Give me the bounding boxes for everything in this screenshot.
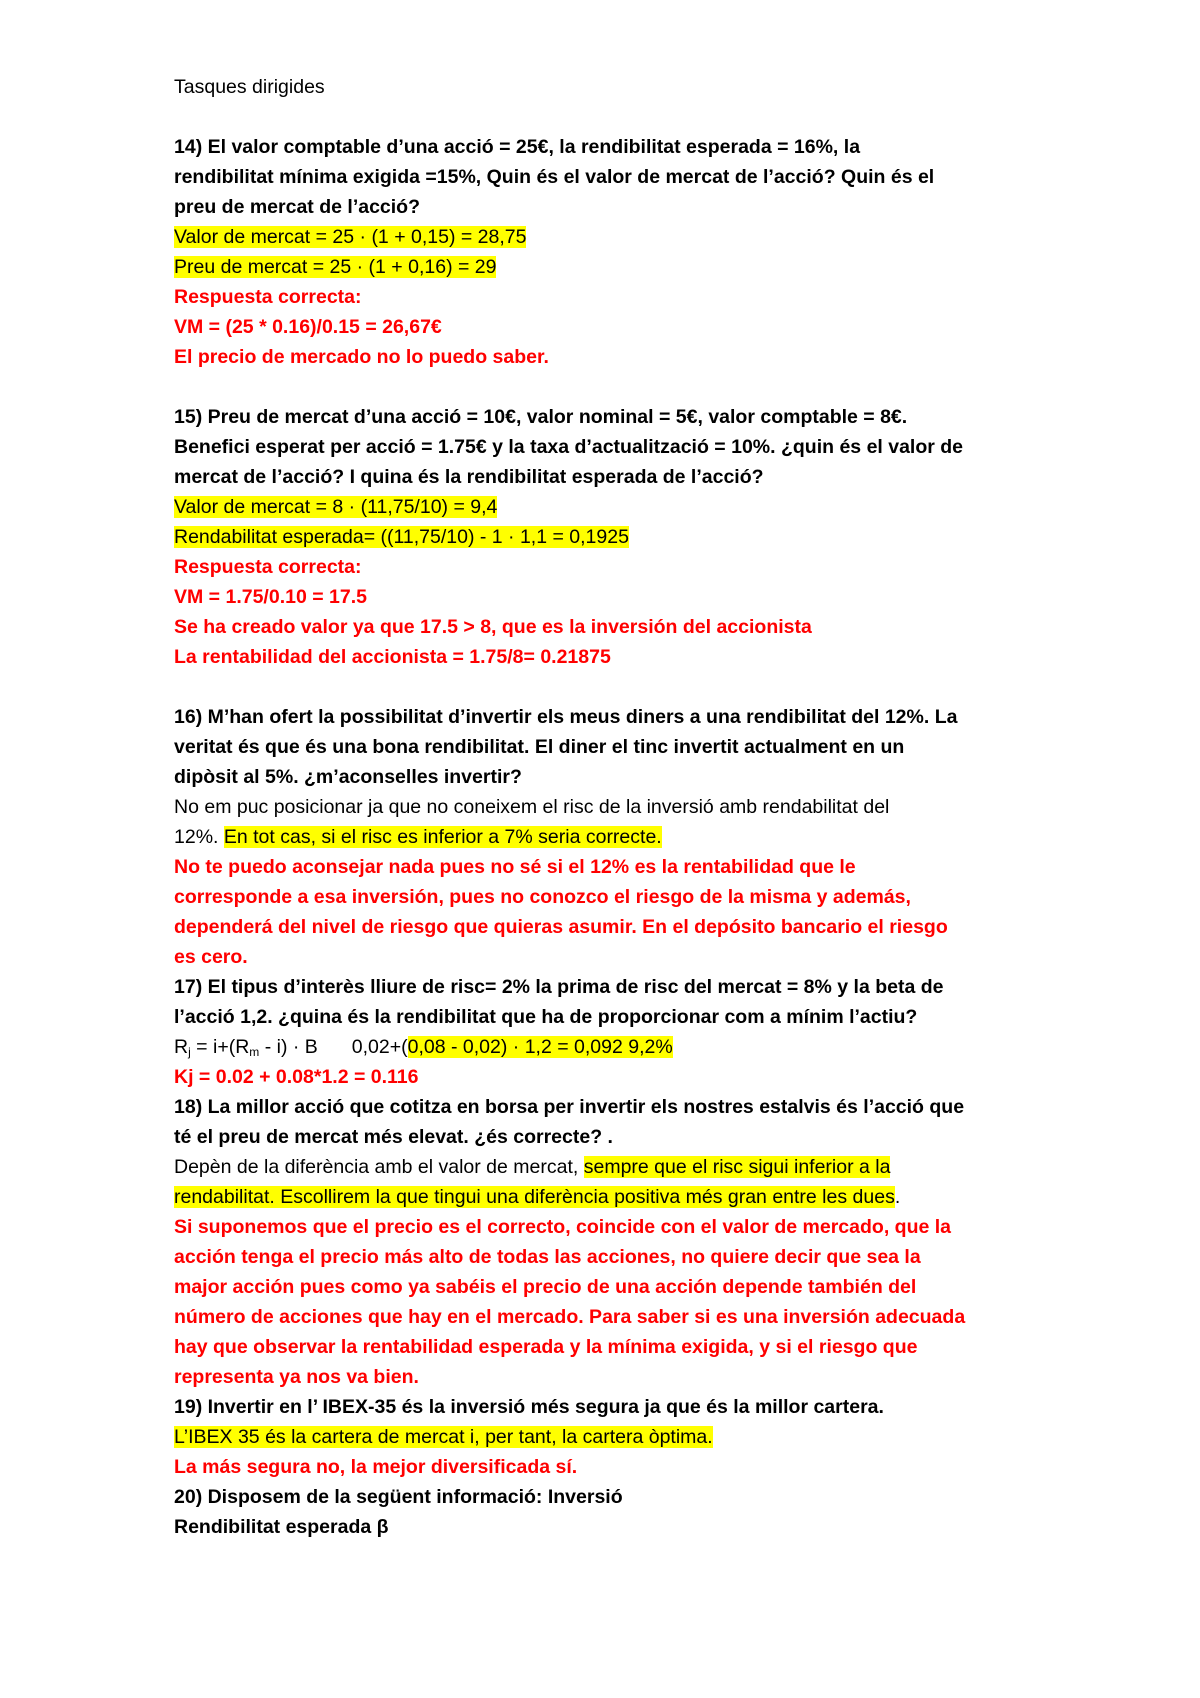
question-text: 17) El tipus d’interès lliure de risc= 2% la prima de risc del mercat = 8% y la beta de xyxy=(174,976,944,998)
formula-end: - i) · B xyxy=(259,1036,318,1058)
correction-text: VM = (25 * 0.16)/0.15 = 26,67€ xyxy=(174,316,442,338)
question-text: 19) Invertir en l’ IBEX-35 és la inversió més segura ja que és la millor cartera. xyxy=(174,1396,884,1418)
correction-text: Respuesta correcta: xyxy=(174,286,362,308)
correction-text: Kj = 0.02 + 0.08*1.2 = 0.116 xyxy=(174,1066,419,1088)
question-text: 14) El valor comptable d’una acció = 25€, la rendibilitat esperada = 16%, la xyxy=(174,136,861,158)
question-text: veritat és que és una bona rendibilitat. El diner el tinc invertit actualment en un xyxy=(174,736,905,758)
answer-plain: Depèn de la diferència amb el valor de mercat, xyxy=(174,1156,584,1178)
page-title: Tasques dirigides xyxy=(174,76,325,98)
correction-text: número de acciones que hay en el mercado. Para saber si es una inversión adecuada xyxy=(174,1306,966,1328)
correction-text: major acción pues como ya sabéis el precio de una acción depende también del xyxy=(174,1276,917,1298)
answer-plain: 12%. xyxy=(174,826,224,848)
question-text: Benefici esperat per acció = 1.75€ y la taxa d’actualització = 10%. ¿quin és el valor de xyxy=(174,436,964,458)
correction-text: No te puedo aconsejar nada pues no sé si el 12% es la rentabilidad que le xyxy=(174,856,856,878)
formula-subscript-j: j xyxy=(188,1045,191,1059)
correction-text: representa ya nos va bien. xyxy=(174,1366,419,1388)
highlighted-answer: 0,08 - 0,02) · 1,2 = 0,092 9,2% xyxy=(407,1036,673,1058)
correction-text: corresponde a esa inversión, pues no conozco el riesgo de la misma y además, xyxy=(174,886,911,908)
correction-text: El precio de mercado no lo puedo saber. xyxy=(174,346,549,368)
question-text: 18) La millor acció que cotitza en borsa per invertir els nostres estalvis és l’acció que xyxy=(174,1096,965,1118)
formula-mid: = i+(R xyxy=(190,1036,250,1058)
question-19 xyxy=(174,1392,1200,1482)
correction-text: Respuesta correcta: xyxy=(174,556,362,578)
highlighted-answer: En tot cas, si el risc es inferior a 7% seria correcte. xyxy=(223,826,662,848)
correction-text: La rentabilidad del accionista = 1.75/8= 0.21875 xyxy=(174,646,611,668)
correction-text: Si suponemos que el precio es el correcto, coincide con el valor de mercado, que la xyxy=(174,1216,952,1238)
calc-plain: 0,02+( xyxy=(351,1036,408,1058)
question-text: Rendibilitat esperada β xyxy=(174,1516,389,1538)
correction-text: VM = 1.75/0.10 = 17.5 xyxy=(174,586,367,608)
highlighted-answer: Rendabilitat esperada= ((11,75/10) - 1 · 1,1 = 0,1925 xyxy=(174,526,629,548)
question-16 xyxy=(174,702,1200,972)
question-text: 15) Preu de mercat d’una acció = 10€, valor nominal = 5€, valor comptable = 8€. xyxy=(174,406,908,428)
question-text: 16) M’han ofert la possibilitat d’invertir els meus diners a una rendibilitat del 12%. La xyxy=(174,706,958,728)
highlighted-answer: Preu de mercat = 25 · (1 + 0,16) = 29 xyxy=(174,256,497,278)
question-20 xyxy=(174,1482,1200,1542)
answer-plain: . xyxy=(894,1186,901,1208)
correction-text: es cero. xyxy=(174,946,248,968)
question-text: 20) Disposem de la següent informació: Inversió xyxy=(174,1486,623,1508)
correction-text: acción tenga el precio más alto de todas las acciones, no quiere decir que sea la xyxy=(174,1246,921,1268)
answer-text xyxy=(174,822,1200,852)
question-15 xyxy=(174,402,1200,672)
correction-text: La más segura no, la mejor diversificada sí. xyxy=(174,1456,578,1478)
answer-text xyxy=(174,1182,1200,1212)
highlighted-answer: Valor de mercat = 8 · (11,75/10) = 9,4 xyxy=(174,496,498,518)
question-14 xyxy=(174,132,1200,372)
correction-text: hay que observar la rentabilidad esperada y la mínima exigida, y si el riesgo que xyxy=(174,1336,918,1358)
question-text: preu de mercat de l’acció? xyxy=(174,196,421,218)
answer-text xyxy=(174,1152,1200,1182)
highlighted-answer: rendabilitat. Escollirem la que tingui una diferència positiva més gran entre les dues xyxy=(174,1186,895,1208)
question-18 xyxy=(174,1092,1200,1392)
question-17 xyxy=(174,972,1200,1092)
highlighted-answer: sempre que el risc sigui inferior a la xyxy=(583,1156,891,1178)
formula-subscript-m: m xyxy=(249,1045,260,1059)
formula-line xyxy=(174,1032,1200,1062)
answer-text: No em puc posicionar ja que no coneixem el risc de la inversió amb rendabilitat del xyxy=(174,796,890,818)
question-text: rendibilitat mínima exigida =15%, Quin és el valor de mercat de l’acció? Quin és el xyxy=(174,166,935,188)
question-text: dipòsit al 5%. ¿m’aconselles invertir? xyxy=(174,766,522,788)
question-text: té el preu de mercat més elevat. ¿és correcte? . xyxy=(174,1126,613,1148)
highlighted-answer: Valor de mercat = 25 · (1 + 0,15) = 28,75 xyxy=(174,226,527,248)
correction-text: Se ha creado valor ya que 17.5 > 8, que es la inversión del accionista xyxy=(174,616,812,638)
highlighted-answer: L’IBEX 35 és la cartera de mercat i, per tant, la cartera òptima. xyxy=(174,1426,713,1448)
correction-text: dependerá del nivel de riesgo que quieras asumir. En el depósito bancario el riesgo xyxy=(174,916,948,938)
question-text: l’acció 1,2. ¿quina és la rendibilitat que ha de proporcionar com a mínim l’actiu? xyxy=(174,1006,918,1028)
question-text: mercat de l’acció? I quina és la rendibilitat esperada de l’acció? xyxy=(174,466,764,488)
formula-r: R xyxy=(174,1036,189,1058)
